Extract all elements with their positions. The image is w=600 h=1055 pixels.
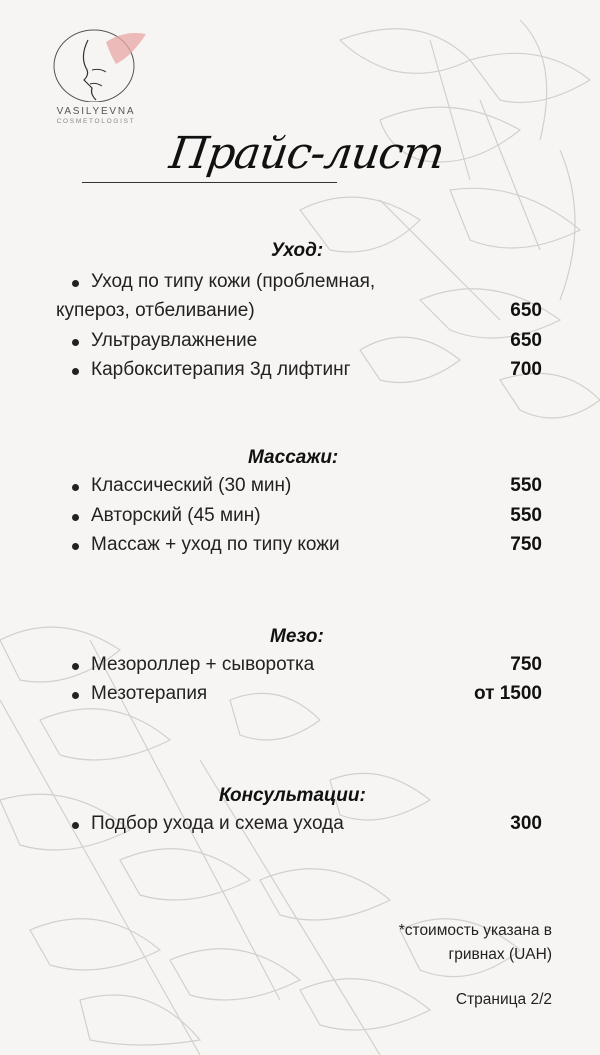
- currency-footnote: [399, 919, 552, 967]
- bullet-icon: [72, 692, 79, 699]
- item-price: 550: [510, 505, 542, 526]
- item-label-continued: купероз, отбеливание): [56, 300, 255, 321]
- item-label: Ультраувлажнение: [91, 330, 258, 351]
- face-line-art-logo-icon: [46, 22, 146, 102]
- page-title: Прайс-лист: [166, 128, 447, 179]
- section-heading-consultations: Консультации:: [219, 785, 366, 806]
- page-number: Страница 2/2: [455, 991, 552, 1008]
- item-price: 650: [510, 300, 542, 321]
- item-price: от 1500: [474, 683, 542, 704]
- item-price: 550: [510, 475, 542, 496]
- item-label: Карбокситерапия 3д лифтинг: [91, 359, 351, 380]
- item-label: Мезороллер + сыворотка: [91, 654, 315, 675]
- item-label: Мезотерапия: [91, 683, 208, 704]
- section-heading-massage: Массажи:: [248, 447, 339, 468]
- list-item: [0, 680, 600, 710]
- item-label: Подбор ухода и схема ухода: [91, 813, 344, 834]
- item-label: Массаж + уход по типу кожи: [91, 534, 340, 555]
- section-heading-mezo: Мезо:: [270, 626, 324, 647]
- item-label: Уход по типу кожи (проблемная,: [91, 271, 376, 292]
- brand-name: VASILYEVNA: [56, 106, 136, 117]
- title-underline: [82, 182, 337, 183]
- bullet-icon: [72, 514, 79, 521]
- footnote-line-1: *стоимость указана в: [398, 922, 552, 939]
- bullet-icon: [72, 822, 79, 829]
- list-item: [0, 356, 600, 386]
- item-price: 650: [510, 330, 542, 351]
- list-item-continuation: [0, 297, 600, 327]
- list-item: [0, 531, 600, 561]
- bullet-icon: [72, 484, 79, 491]
- item-label: Авторский (45 мин): [91, 505, 261, 526]
- item-price: 700: [510, 359, 542, 380]
- list-item: [0, 651, 600, 681]
- list-item: [0, 502, 600, 532]
- list-item: [0, 327, 600, 357]
- brand-logo: [40, 22, 152, 125]
- bullet-icon: [72, 368, 79, 375]
- item-price: 300: [510, 813, 542, 834]
- bullet-icon: [72, 280, 79, 287]
- item-label: Классический (30 мин): [91, 475, 292, 496]
- item-price: 750: [510, 654, 542, 675]
- item-price: 750: [510, 534, 542, 555]
- bullet-icon: [72, 543, 79, 550]
- list-item: [0, 472, 600, 502]
- brand-subtitle: COSMETOLOGIST: [56, 118, 136, 125]
- bullet-icon: [72, 339, 79, 346]
- list-item: [0, 810, 600, 840]
- bullet-icon: [72, 663, 79, 670]
- footnote-line-2: гривнах (UAH): [448, 946, 552, 963]
- section-heading-care: Уход:: [271, 240, 324, 261]
- list-item: [0, 268, 600, 298]
